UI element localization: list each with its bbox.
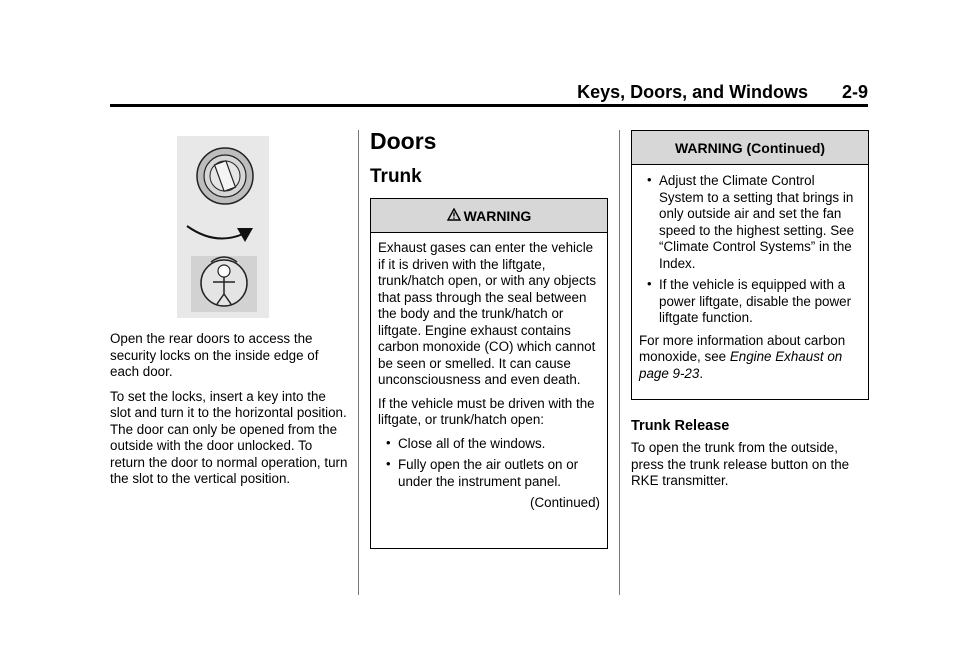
page-number: 2-9 (841, 82, 868, 102)
more-info-prefix: For more information about carbon monoxide, see (639, 332, 846, 364)
warning-header (371, 199, 607, 233)
warning-paragraph: If the vehicle must be driven with the liftgate, or trunk/hatch open: (378, 395, 595, 427)
warning-triangle-icon (447, 208, 461, 224)
warning-continued-bullets (639, 173, 861, 327)
child-lock-icon (191, 256, 257, 312)
security-lock-instructions (110, 331, 350, 496)
heading-doors: Doors (370, 128, 437, 154)
heading-trunk: Trunk (370, 166, 422, 187)
paragraph: Open the rear doors to access the security locks on the inside edge of each door. (110, 331, 319, 379)
header-rule (110, 104, 868, 107)
cross-reference-link[interactable]: Engine Exhaust on page 9-23 (639, 349, 843, 381)
warning-title: WARNING (463, 207, 532, 224)
page-header (110, 80, 868, 106)
turn-arrow-icon (187, 226, 253, 242)
warning-paragraph: Exhaust gases can enter the vehicle if it is driven with the liftgate, trunk/hatch open, or with any objects that pass through the seal between the body and the trunk/hatch or liftgate. Engine exhaust contains carbon monoxide (CO) which cannot be seen or smelled. It can cause unconsciousness and even death. (378, 240, 597, 387)
list-item: • Adjust the Climate Control System to a setting that brings in only outside air and set the fan speed to the highest setting. See “Climate Control Systems” in the Index. (647, 173, 861, 272)
lock-slot-icon (197, 148, 253, 204)
trunk-release-text: To open the trunk from the outside, press the trunk release button on the RKE transmitter. (631, 440, 850, 488)
section-title: Keys, Doors, and Windows (577, 82, 808, 102)
list-item: • Close all of the windows. (386, 436, 600, 453)
more-info-text (639, 333, 861, 383)
column-divider-left (358, 130, 359, 595)
warning-bullet-list (378, 436, 600, 491)
warning-continued-box (631, 130, 869, 400)
warning-box (370, 198, 608, 549)
list-item: • Fully open the air outlets on or under the instrument panel. (386, 457, 600, 490)
more-info-end: . (699, 365, 704, 381)
warning-continued-header: WARNING (Continued) (632, 131, 868, 165)
list-item: • If the vehicle is equipped with a power liftgate, disable the power liftgate function. (647, 277, 861, 327)
paragraph: To set the locks, insert a key into the slot and turn it to the horizontal position. The door can only be opened from the outside with the door unlocked. To return the door to normal operation, turn the slot to the vertical position. (110, 388, 348, 486)
heading-trunk-release: Trunk Release (631, 418, 730, 434)
column-divider-right (619, 130, 620, 595)
continued-label: (Continued) (530, 495, 600, 510)
security-lock-illustration (177, 136, 269, 318)
